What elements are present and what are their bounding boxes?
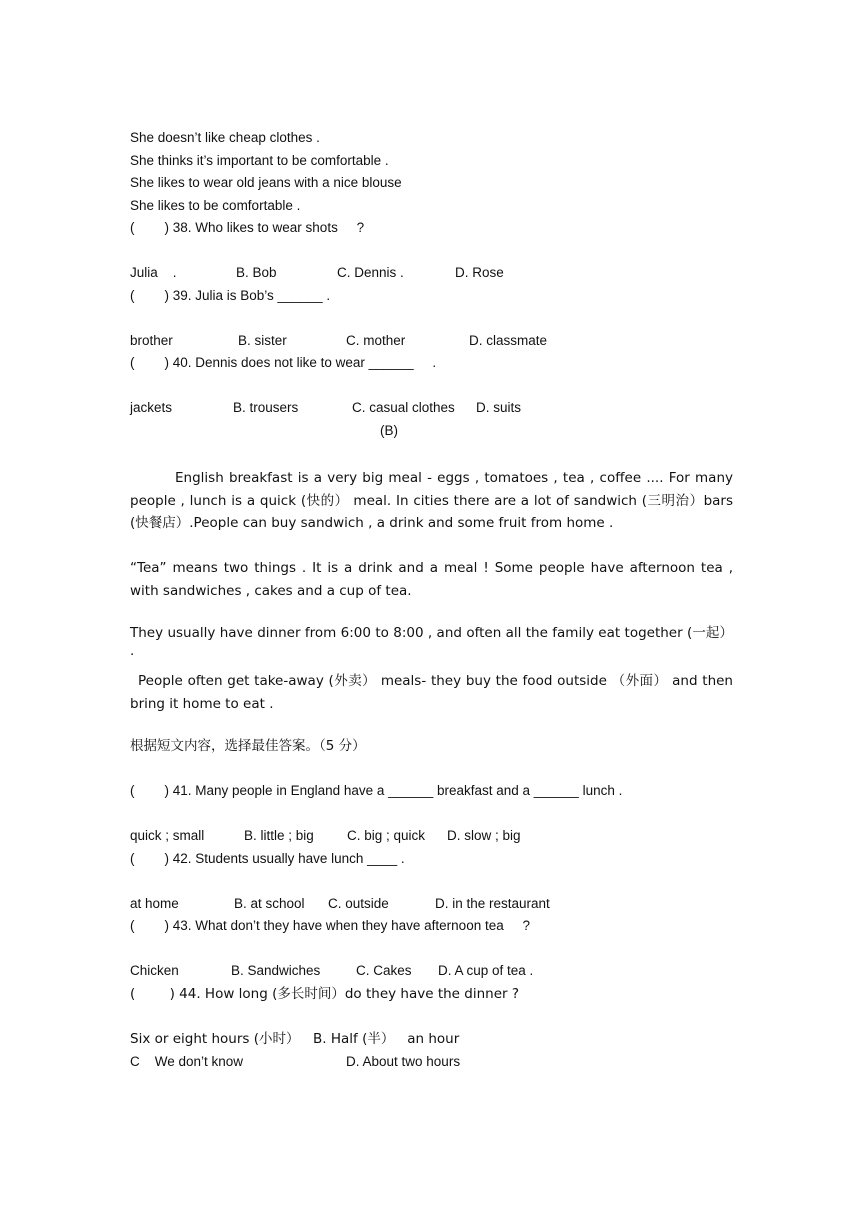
q41-option-c: C. big ; quick	[347, 828, 426, 843]
q43-option-d: D. A cup of tea .	[438, 963, 534, 978]
q39-option-d: D. classmate	[469, 333, 548, 348]
passage-paragraph: English breakfast is a very big meal - eggs , tomatoes , tea , coffee .... For many people , lunch is a quick (快的） meal. In cities there are a lot of sandwich (三明治）bars (快餐店）.People can buy sandwich , a drink and some fruit from home .	[130, 470, 733, 531]
q44-option-d: D. About two hours	[346, 1054, 461, 1069]
question-40: ( ) 40. Dennis does not like to wear ______ .	[130, 355, 437, 370]
q41-option-b: B. little ; big	[244, 828, 314, 843]
q41-option-a: quick ; small	[130, 828, 205, 843]
q40-option-c: C. casual clothes	[352, 400, 455, 415]
q41-option-d: D. slow ; big	[447, 828, 521, 843]
q43-option-b: B. Sandwiches	[231, 963, 321, 978]
q38-option-c: C. Dennis .	[337, 265, 404, 280]
question-41: ( ) 41. Many people in England have a ______ breakfast and a ______ lunch .	[130, 783, 623, 798]
q39-option-b: B. sister	[238, 333, 287, 348]
q43-option-c: C. Cakes	[356, 963, 412, 978]
statement-line: She likes to wear old jeans with a nice blouse	[130, 175, 402, 190]
q42-option-d: D. in the restaurant	[435, 896, 550, 911]
question-38: ( ) 38. Who likes to wear shots ?	[130, 220, 365, 235]
q40-option-d: D. suits	[476, 400, 522, 415]
question-39: ( ) 39. Julia is Bob’s ______ .	[130, 288, 331, 303]
statement-line: She thinks it’s important to be comfortable .	[130, 153, 389, 168]
question-42: ( ) 42. Students usually have lunch ____ .	[130, 851, 405, 866]
q43-option-a: Chicken	[130, 963, 179, 978]
q39-option-a: brother	[130, 333, 173, 348]
q44-option-c: C We don’t know	[130, 1054, 244, 1069]
q42-option-b: B. at school	[234, 896, 305, 911]
passage-paragraph: They usually have dinner from 6:00 to 8:00 , and often all the family eat together (一起） .	[130, 625, 733, 659]
q38-option-b: B. Bob	[236, 265, 277, 280]
q39-option-c: C. mother	[346, 333, 406, 348]
passage-paragraph: “Tea” means two things . It is a drink and a meal ! Some people have afternoon tea , with sandwiches , cakes and a cup of tea.	[130, 560, 733, 599]
q42-option-a: at home	[130, 896, 179, 911]
section-heading: (B)	[380, 423, 398, 438]
q42-option-c: C. outside	[328, 896, 389, 911]
question-44: ( ) 44. How long (多长时间）do they have the dinner ?	[130, 986, 520, 1002]
q38-option-d: D. Rose	[455, 265, 504, 280]
statement-line: She doesn’t like cheap clothes .	[130, 130, 320, 145]
instruction: 根据短文内容，选择最佳答案。（5 分）	[130, 738, 366, 754]
question-43: ( ) 43. What don’t they have when they have afternoon tea ?	[130, 918, 530, 933]
q44-option-b: B. Half (半） an hour	[313, 1031, 460, 1047]
q38-option-a: Julia .	[130, 265, 177, 280]
q40-option-b: B. trousers	[233, 400, 299, 415]
statement-line: She likes to be comfortable .	[130, 198, 301, 213]
q44-option-a: Six or eight hours (小时）	[130, 1031, 300, 1047]
q40-option-a: jackets	[130, 400, 173, 415]
passage-paragraph: People often get take-away (外卖） meals- they buy the food outside （外面） and then bring it home to eat .	[130, 673, 733, 712]
